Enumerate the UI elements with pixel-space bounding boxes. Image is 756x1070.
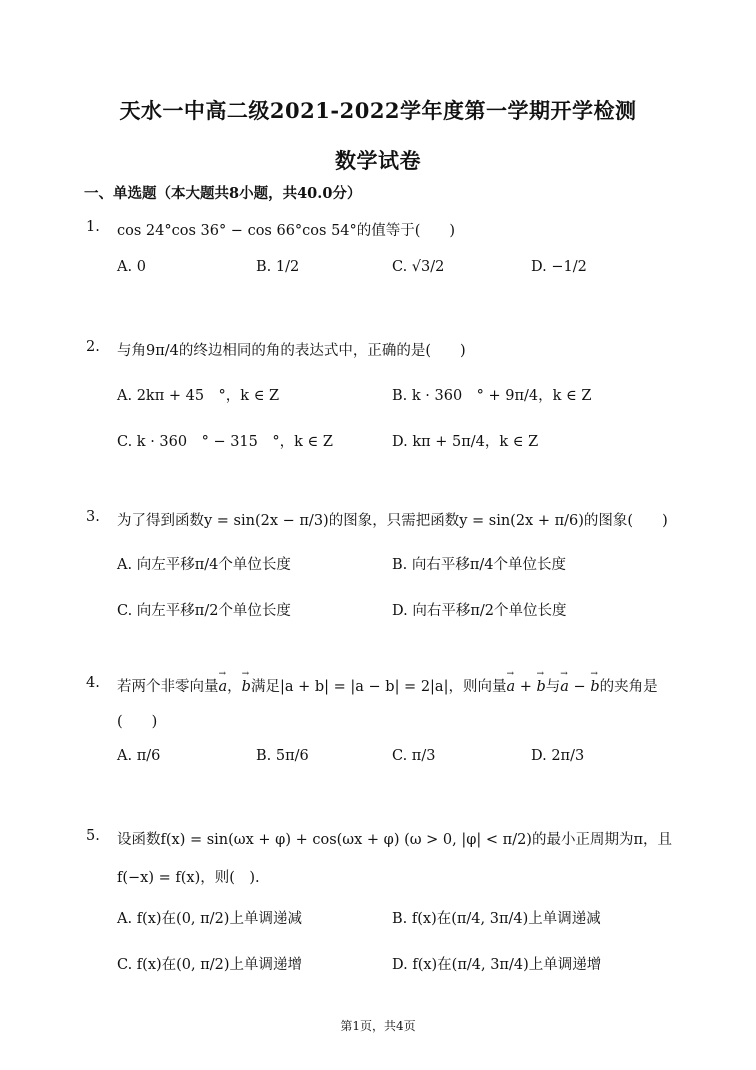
- question-5-stem-continued: [117, 866, 260, 887]
- question-3-option-a-post: 个单位长度: [218, 557, 291, 573]
- question-3-option-b: [392, 553, 566, 574]
- vector-a-plus-b-b: → b: [537, 679, 546, 695]
- question-3-stem-a: 为了得到函数: [117, 513, 204, 529]
- question-4-stem-a: 若两个非零向量: [117, 679, 219, 695]
- question-3-func2: y = sin(2x + π/6): [459, 513, 584, 529]
- vector-a-minus-b-a: → a: [560, 679, 569, 695]
- question-3-option-c-post: 个单位长度: [218, 603, 291, 619]
- question-3-option-b-post: 个单位长度: [493, 557, 567, 573]
- vector-a-symbol: → a: [219, 679, 228, 695]
- question-3-stem-c: 的图象( ): [583, 513, 668, 529]
- question-3-option-a-pre: A. 向左平移: [117, 557, 195, 573]
- question-4-stem-continued: ( ): [117, 714, 158, 730]
- question-2-stem-suffix: 的终边相同的角的表达式中，正确的是( ): [178, 343, 466, 359]
- question-2-stem-prefix: 与角: [117, 343, 146, 359]
- question-3-option-d-frac: π/2: [470, 603, 494, 619]
- question-2-number: 2.: [86, 339, 100, 355]
- question-2-option-d: D. kπ + 5π/4，k ∈ Z: [392, 434, 539, 450]
- question-1-number: 1.: [86, 219, 100, 235]
- question-4-number: 4.: [86, 675, 100, 691]
- page-footer: 第1页，共4页: [340, 1019, 416, 1033]
- question-4-stem-d: 与: [545, 679, 561, 695]
- question-5-stem: [117, 828, 672, 849]
- question-3-option-d-post: 个单位长度: [493, 603, 567, 619]
- question-4-option-d: D. 2π/3: [531, 748, 585, 764]
- question-2-stem-frac: 9π/4: [146, 343, 179, 359]
- question-4-stem-e: 的夹角是: [599, 679, 658, 695]
- question-1-option-d: D. −1/2: [531, 259, 587, 275]
- question-4-stem: 若两个非零向量→ a，→ b满足|a + b| = |a − b| = 2|a|，则向量→ a + → b与→ a − → b的夹角是: [117, 675, 658, 696]
- question-3-stem: [117, 509, 668, 530]
- question-5-number: 5.: [86, 828, 100, 844]
- vector-b-symbol: → b: [242, 679, 251, 695]
- question-5-option-c: C. f(x)在(0, π/2)上单调递增: [117, 957, 303, 973]
- question-1-option-c: C. √3/2: [392, 259, 445, 275]
- question-3-option-d-pre: D. 向右平移: [392, 603, 471, 619]
- question-2-stem: [117, 339, 466, 360]
- question-2-option-a: A. 2kπ + 45 °，k ∈ Z: [117, 388, 280, 404]
- question-4-option-a: A. π/6: [117, 748, 161, 764]
- question-3-option-b-frac: π/4: [469, 557, 494, 573]
- question-5-stem-cont-b: ，则( ).: [200, 870, 260, 886]
- question-3-stem-b: 的图象，只需把函数: [328, 513, 460, 529]
- question-4-stem-c: ，则向量: [448, 679, 507, 695]
- page-subtitle: 数学试卷: [335, 148, 421, 173]
- question-3-option-c-pre: C. 向左平移: [117, 603, 195, 619]
- question-2-option-b: B. k · 360 ° + 9π/4，k ∈ Z: [392, 388, 592, 404]
- question-4-option-c: C. π/3: [392, 748, 436, 764]
- question-3-option-b-pre: B. 向右平移: [392, 557, 470, 573]
- question-5-stem-cont-a: f(−x) = f(x): [117, 870, 201, 886]
- question-3-option-c: [117, 599, 291, 620]
- section-heading: 一、单选题（本大题共8小题，共40.0分）: [84, 185, 362, 202]
- question-1-stem: cos 24°cos 36° − cos 66°cos 54°的值等于( ): [117, 223, 456, 239]
- question-4-condition: |a + b| = |a − b| = 2|a|: [279, 679, 449, 695]
- question-5-func: f(x) = sin(ωx + φ) + cos(ωx + φ) (ω > 0, |φ| < π/2): [160, 832, 532, 848]
- question-3-option-a-frac: π/4: [194, 557, 219, 573]
- vector-a-plus-b-a: → a: [506, 679, 515, 695]
- question-5-option-a: A. f(x)在(0, π/2)上单调递减: [117, 911, 302, 927]
- question-4-option-b: B. 5π/6: [256, 748, 309, 764]
- question-1-option-b: B. 1/2: [256, 259, 300, 275]
- question-3-option-d: [392, 599, 566, 620]
- question-3-number: 3.: [86, 509, 100, 525]
- question-1-option-a: A. 0: [117, 259, 146, 275]
- question-5-option-b: B. f(x)在(π/4, 3π/4)上单调递减: [392, 911, 601, 927]
- page-title: 天水一中高二级2021-2022学年度第一学期开学检测: [119, 98, 637, 123]
- question-5-stem-a: 设函数: [117, 832, 161, 848]
- question-2-option-c: C. k · 360 ° − 315 °，k ∈ Z: [117, 434, 333, 450]
- question-4-stem-b: 满足: [250, 679, 280, 695]
- question-3-func1: y = sin(2x − π/3): [204, 513, 329, 529]
- vector-a-minus-b-b: → b: [590, 679, 599, 695]
- question-3-option-c-frac: π/2: [194, 603, 219, 619]
- question-3-option-a: [117, 553, 291, 574]
- question-5-option-d: D. f(x)在(π/4, 3π/4)上单调递增: [392, 957, 602, 973]
- question-5-stem-b: 的最小正周期为π，且: [531, 832, 672, 848]
